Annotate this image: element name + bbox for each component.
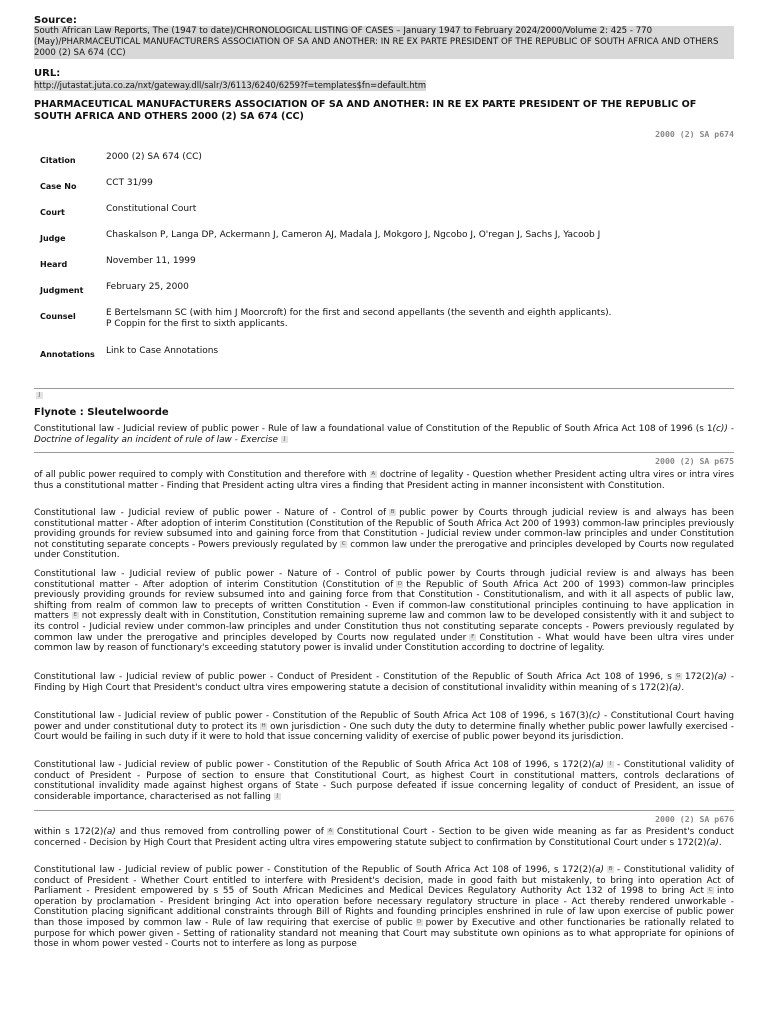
caseno-value: CCT 31/99 (106, 178, 153, 188)
page-marker-d: D (397, 580, 402, 587)
page-marker-i: I (607, 761, 614, 768)
page-marker-j: J (36, 392, 43, 399)
page-marker-b: B (608, 866, 613, 872)
flynote-paragraph-3: Constitutional law - Judicial review of public power - Nature of - Control of B public power by Courts through judicial review is and always has been constitutional matter - After adoption of interim Constitution (Constitution of the Republic of South Africa Act 200 of 1993) common-law principles previously providing grounds for review subsumed into and gaining force from that Constitution - Judicial review under common-law principles and under Constitution not constituting separate concepts - Powers previously regulated by C common law under the prerogative and principles developed by Courts now regulated under Constitution. (34, 508, 735, 561)
page-marker-c: C (708, 887, 713, 894)
flynote-paragraph-5: Constitutional law - Judicial review of public power - Conduct of President - Constitution of the Republic of South Africa Act 108 of 1996, s G 172(2)(a) - Finding by High Court that President's conduct ultra vires empowering statute a decision of constitutional invalidity within meaning of s 172(2)(a). (34, 672, 734, 693)
info-row-annotations (40, 346, 730, 370)
judge-value: Chaskalson P, Langa DP, Ackermann J, Cameron AJ, Madala J, Mokgoro J, Ngcobo J, O'regan J, Sachs J, Yacoob J (106, 230, 601, 240)
annotations-label: Annotations (40, 350, 95, 359)
case-title: PHARMACEUTICAL MANUFACTURERS ASSOCIATION OF SA AND ANOTHER: IN RE EX PARTE PRESIDENT OF THE REPUBLIC OF SOUTH AFRICA AND OTHERS 2000 (2) SA 674 (CC) (34, 99, 697, 122)
page-ref-674: 2000 (2) SA p674 (655, 129, 734, 139)
source-label: Source: (34, 15, 77, 26)
annotations-link[interactable]: Link to Case Annotations (106, 346, 219, 356)
page-marker-a: A (328, 828, 333, 834)
counsel-line-1: E Bertelsmann SC (with him J Moorcroft) for the first and second appellants (the seventh and eighth applicants). (106, 308, 612, 318)
counsel-line-2: P Coppin for the first to sixth applicants. (106, 319, 288, 329)
case-info-table (40, 152, 730, 370)
flynote-paragraph-4: Constitutional law - Judicial review of public power - Nature of - Control of public power by Courts through judicial review is and always has been constitutional matter - After adoption of interim Constitution (Constitution of D the Republic of South Africa Act 200 of 1993) common-law principles previously providing grounds for review subsumed into and gaining force from that Constitution - Constitutionalism, and with it all aspects of public law, shifting from realm of common law to precepts of written Constitution - Even if common-law constitutional principles continuing to have application in matters E not expressly dealt with in Constitution, Constitution remaining supreme law and common law to be developed consistently with it and subject to its control - Judicial review under common-law principles and under Constitution thus not constituting separate concepts - Powers previously regulated by common law under the prerogative and principles developed by Courts now regulated under F Constitution - What would have been ultra vires under common law by reason of functionary's exceeding statutory power is invalid under Constitution according to doctrine of legality. (34, 569, 734, 654)
divider (34, 810, 734, 811)
page-marker-b: B (390, 509, 395, 515)
flynote-paragraph-9: Constitutional law - Judicial review of public power - Constitution of the Republic of South Africa Act 108 of 1996, s 172(2)(a) B - Constitutional validity of conduct of President - Whether Court entitled to interfere with President's decision, made in good faith but mistakenly, to bring into operation Act of Parliament - President empowered by s 55 of South African Medicines and Medical Devices Regulatory Authority Act 132 of 1998 to bring Act C into operation by proclamation - President bringing Act into operation before necessary regulatory structure in place - Act thereby rendered unworkable - Constitution placing significant additional constraints through Bill of Rights and founding principles enshrined in rule of law upon exercise of public power than those imposed by common law - Rule of law requiring that exercise of public D power by Executive and other functionaries be rationally related to purpose for which power given - Setting of rationality standard not meaning that Court may substitute own opinions as to what appropriate for opinions of those in whom power vested - Courts not to interfere as long as purpose (34, 865, 734, 950)
judgment-label: Judgment (40, 286, 84, 295)
heard-label: Heard (40, 260, 68, 269)
citation-value: 2000 (2) SA 674 (CC) (106, 152, 202, 162)
page-ref-676: 2000 (2) SA p676 (655, 814, 734, 824)
page-ref-675: 2000 (2) SA p675 (655, 456, 734, 466)
divider (34, 452, 734, 453)
url-link[interactable]: http://jutastat.juta.co.za/nxt/gateway.dll/salr/3/6113/6240/6259?f=templates$fn=default.htm (34, 80, 427, 90)
flynote-paragraph-1: Constitutional law - Judicial review of public power - Rule of law a foundational value of Constitution of the Republic of South Africa Act 108 of 1996 (s 1(c)) - Doctrine of legality an incident of rule of law - Exercise J (34, 424, 734, 445)
page-marker-a: A (371, 471, 376, 477)
citation-label: Citation (40, 156, 76, 165)
counsel-label: Counsel (40, 312, 76, 321)
flynote-paragraph-2: of all public power required to comply with Constitution and therefore with A doctrine of legality - Question whether President acting ultra vires or intra vires thus a constitutional matter - Finding that President acting ultra vires a finding that President acting in manner inconsistent with Constitution. (34, 470, 734, 491)
divider (34, 388, 734, 389)
counsel-value (106, 308, 612, 346)
info-row-heard (40, 256, 730, 282)
info-row-court (40, 204, 730, 230)
page-marker-d: D (417, 918, 422, 925)
caseno-label: Case No (40, 182, 77, 191)
flynote-heading: Flynote : Sleutelwoorde (34, 407, 169, 418)
info-row-counsel (40, 308, 730, 346)
court-label: Court (40, 208, 65, 217)
court-value: Constitutional Court (106, 204, 197, 214)
page-marker-f: F (471, 633, 475, 640)
page-marker-e: E (73, 612, 78, 619)
info-row-citation (40, 152, 730, 178)
judgment-value: February 25, 2000 (106, 282, 189, 292)
info-row-judgment (40, 282, 730, 308)
info-row-judge (40, 230, 730, 256)
flynote-paragraph-8: within s 172(2)(a) and thus removed from controlling power of A Constitutional Court - Section to be given wide meaning as far as President's conduct concerned - Decision by High Court that President acting ultra vires empowering statute subject to confirmation by Constitutional Court under s 172(2)(a). (34, 827, 734, 848)
heard-value: November 11, 1999 (106, 256, 196, 266)
judge-label: Judge (40, 234, 66, 243)
info-row-caseno (40, 178, 730, 204)
page-marker-g: G (676, 673, 681, 679)
page-marker-c: C (341, 540, 346, 547)
source-text: South African Law Reports, The (1947 to date)/CHRONOLOGICAL LISTING OF CASES – January 1947 to February 2024/2000/Volume 2: 425 - 770 (May)/PHARMACEUTICAL MANUFACTURERS ASSOCIATION OF SA AND ANOTHER: IN RE EX PARTE PRESIDENT OF THE REPUBLIC OF SOUTH AFRICA AND OTHERS 2000 (2) SA 674 (CC) (34, 26, 734, 59)
flynote-paragraph-7: Constitutional law - Judicial review of public power - Constitution of the Republic of South Africa Act 108 of 1996, s 172(2)(a) I - Constitutional validity of conduct of President - Purpose of section to ensure that Constitutional Court, as highest Court in constitutional matters, controls declarations of constitutional invalidity made against highest organs of State - Such purpose defeated if issue concerning legality of conduct of President, an issue of considerable importance, characterised as not falling J (34, 760, 734, 802)
flynote-paragraph-6: Constitutional law - Judicial review of public power - Constitution of the Republic of South Africa Act 108 of 1996, s 167(3)(c) - Constitutional Court having power and under constitutional duty to protect its H own jurisdiction - One such duty the duty to determine finally whether public power lawfully exercised - Court would be failing in such duty if it were to hold that issue concerning validity of exercise of public power beyond its jurisdiction. (34, 711, 734, 743)
page-marker-j: J (274, 793, 281, 800)
page-marker-j: J (281, 436, 288, 443)
url-label: URL: (34, 68, 61, 79)
page-marker-h: H (261, 722, 266, 729)
